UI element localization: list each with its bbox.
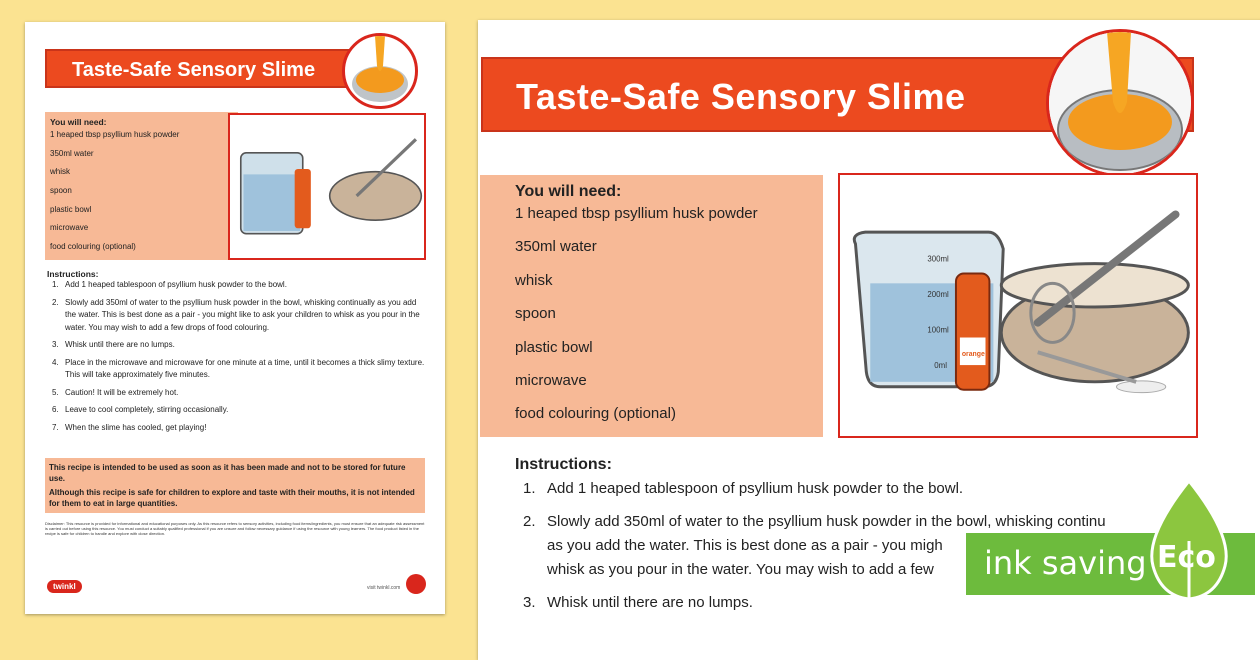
disclaimer: Disclaimer: This resource is provided for informational and educational purposes only. As this resource refers to sensory activities, including food items/ingredients, you must ensure that an adequate risk assessment is carried out before using this resource. You must conduct a suitably qualified professional if you are unsure and follow necessary guidance if using the resource with young learners. The food product listed in the recipe is safe for children to handle and explore with close direction. [45, 521, 425, 536]
twinkl-logo: twinkl [47, 580, 82, 593]
title-banner [45, 49, 385, 88]
list-item: food colouring (optional) [50, 242, 136, 252]
list-item: 7. When the slime has cooled, get playing! [52, 422, 207, 432]
slime-pour-image [342, 33, 418, 109]
bottle-label: orange [961, 351, 985, 359]
slime-pour-image [1046, 29, 1194, 177]
ingredients-heading: You will need: [50, 117, 107, 127]
equipment-illustration [838, 173, 1198, 438]
list-item: 1. Add 1 heaped tablespoon of psyllium husk powder to the bowl. [52, 280, 287, 289]
list-item: 350ml water [50, 148, 94, 158]
page-title: Taste-Safe Sensory Slime [72, 59, 316, 81]
list-item: 1. Add 1 heaped tablespoon of psyllium husk powder to the bowl. [523, 480, 964, 497]
list-item: plastic bowl [515, 338, 593, 356]
list-item: plastic bowl [50, 204, 92, 214]
list-item: 2. Slowly add 350ml of water to the psyllium husk powder in the bowl, whisking continu as you add the water. This is best done as a pair - you migh whisk as you pour in the water. You may wish to add a few [523, 513, 1106, 578]
storage-note: This recipe is intended to be used as soon as it has been made and not to be stored for future use. Although this recipe is safe for children to explore and taste with their mouths, it is not intended for them to eat in large quantities. [45, 458, 425, 513]
list-item: 2. Slowly add 350ml of water to the psyllium husk powder in the bowl, whisking continually as you add the water. This is best done as a pair - you might like to ask your children to whisk as you pour in the water. You may wish to add a few drops of food colouring. [52, 297, 420, 332]
jug-mark-100: 100ml [927, 325, 949, 335]
instructions-heading: Instructions: [515, 456, 612, 473]
list-item: whisk [50, 167, 71, 177]
list-item: 1 heaped tbsp psyllium husk powder [515, 205, 758, 222]
list-item: whisk [515, 271, 553, 289]
instructions-heading: Instructions: [47, 269, 99, 279]
instructions-list [52, 279, 427, 439]
list-item: 350ml water [515, 238, 597, 256]
ingredients-heading: You will need: [515, 183, 622, 200]
jug-mark-0: 0ml [934, 361, 947, 371]
list-item: spoon [50, 186, 72, 196]
list-item: 1 heaped tbsp psyllium husk powder [50, 130, 180, 139]
list-item: 6. Leave to cool completely, stirring occasionally. [52, 405, 229, 414]
ingredients-panel [45, 112, 238, 260]
eco-label: Eco [1157, 540, 1216, 575]
jug-mark-200: 200ml [927, 290, 949, 300]
ink-saving-banner: ink saving [966, 533, 1255, 595]
list-item: microwave [515, 371, 587, 389]
list-item: 3. Whisk until there are no lumps. [523, 594, 753, 611]
badge-icon [406, 574, 426, 594]
list-item: spoon [515, 305, 556, 323]
list-item: microwave [50, 223, 89, 233]
worksheet-thumbnail [25, 22, 445, 614]
jug-mark-300: 300ml [927, 254, 949, 264]
list-item: 4. Place in the microwave and microwave for one minute at a time, until it becomes a thick slimy texture. This will take approximately five minutes. [52, 357, 425, 379]
equipment-illustration [228, 113, 426, 260]
list-item: 5. Caution! It will be extremely hot. [52, 387, 179, 397]
list-item: 3. Whisk until there are no lumps. [52, 340, 175, 349]
footer-link[interactable]: visit twinkl.com [367, 585, 401, 591]
page-title: Taste-Safe Sensory Slime [516, 76, 966, 117]
ingredients-panel [480, 175, 823, 437]
list-item: food colouring (optional) [515, 405, 676, 423]
